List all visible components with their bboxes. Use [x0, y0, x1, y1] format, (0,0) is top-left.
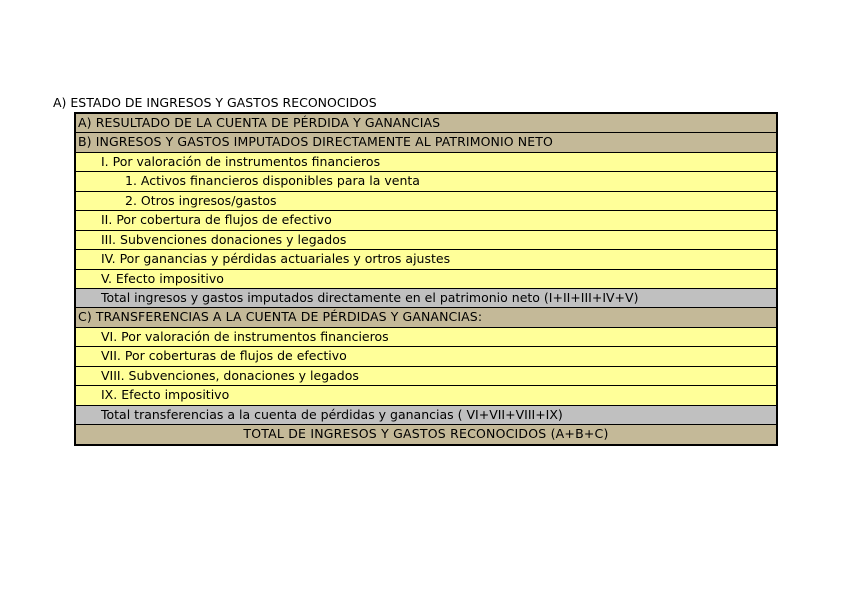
statement-title: A) ESTADO DE INGRESOS Y GASTOS RECONOCIDOS: [53, 95, 377, 110]
statement-table: [74, 112, 778, 446]
row-item-ix: IX. Efecto impositivo: [76, 386, 776, 405]
row-item-iii: III. Subvenciones donaciones y legados: [76, 231, 776, 250]
row-subitem-2: 2. Otros ingresos/gastos: [76, 192, 776, 211]
row-item-vi: VI. Por valoración de instrumentos financieros: [76, 328, 776, 347]
row-item-iv: IV. Por ganancias y pérdidas actuariales y ortros ajustes: [76, 250, 776, 269]
row-subitem-1: 1. Activos financieros disponibles para la venta: [76, 172, 776, 191]
row-total-c: Total transferencias a la cuenta de pérdidas y ganancias ( VI+VII+VIII+IX): [76, 406, 776, 425]
row-section-a: A) RESULTADO DE LA CUENTA DE PÉRDIDA Y GANANCIAS: [76, 114, 776, 133]
row-item-v: V. Efecto impositivo: [76, 270, 776, 289]
row-item-ii: II. Por cobertura de flujos de efectivo: [76, 211, 776, 230]
row-item-viii: VIII. Subvenciones, donaciones y legados: [76, 367, 776, 386]
row-item-i: I. Por valoración de instrumentos financieros: [76, 153, 776, 172]
row-grand-total: TOTAL DE INGRESOS Y GASTOS RECONOCIDOS (A+B+C): [76, 425, 776, 444]
row-total-b: Total ingresos y gastos imputados directamente en el patrimonio neto (I+II+III+IV+V): [76, 289, 776, 308]
row-item-vii: VII. Por coberturas de flujos de efectivo: [76, 347, 776, 366]
row-section-b: B) INGRESOS Y GASTOS IMPUTADOS DIRECTAMENTE AL PATRIMONIO NETO: [76, 133, 776, 152]
row-section-c: C) TRANSFERENCIAS A LA CUENTA DE PÉRDIDAS Y GANANCIAS:: [76, 308, 776, 327]
